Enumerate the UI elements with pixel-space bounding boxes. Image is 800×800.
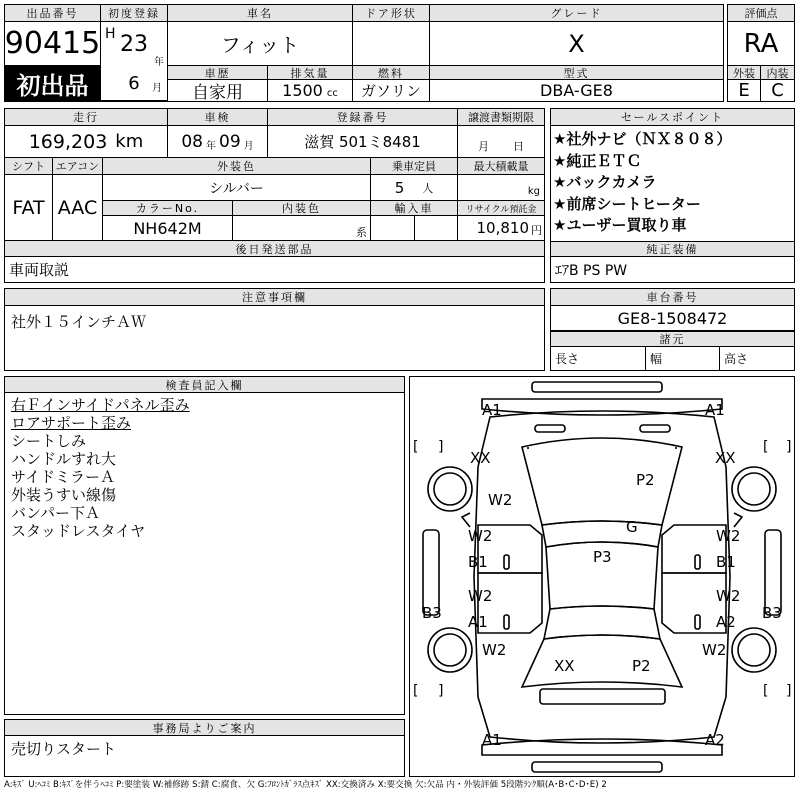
label-left-rear-quarter: W2 xyxy=(482,641,507,659)
office-block xyxy=(4,719,405,777)
bracket-left-top-close: ] xyxy=(438,439,444,455)
insp-month-unit: 月 xyxy=(243,141,254,152)
chassis-number: GE8-1508472 xyxy=(551,306,794,331)
car-name: フィット xyxy=(168,22,353,66)
sales-point-item: ★前席シートヒーター xyxy=(553,194,701,213)
height: 高さ xyxy=(724,352,749,366)
recycle-value: 10,810 xyxy=(476,219,529,237)
transfer xyxy=(458,126,544,158)
damage-legend: A:ｷｽﾞ U:ﾍｺﾐ B:ｷｽﾞを伴うﾍｺﾐ P:要塗装 W:補修跡 S:錆 C:腐食、欠 G:ﾌﾛﾝﾄｶﾞﾗｽ点ｷｽﾞ XX:交換済み X:要交換 欠:欠品 内・外装評価 5段階ﾗﾝｸ順(A･B･C･D･E) 2 xyxy=(4,780,607,790)
transfer-day-unit: 日 xyxy=(513,139,524,153)
plate: 滋賀 501ミ8481 xyxy=(268,126,458,158)
label-left-front-door-1: W2 xyxy=(468,527,493,545)
year: 23 xyxy=(120,31,148,57)
length: 長さ xyxy=(551,347,646,370)
displacement-value: 1500 xyxy=(282,81,323,100)
month-unit: 月 xyxy=(152,83,162,94)
int-color xyxy=(233,216,371,241)
recycle-unit: 円 xyxy=(531,224,542,237)
inspector-item: サイドミラーＡ xyxy=(11,468,115,486)
equipment: ｴｱB PS PW xyxy=(555,262,628,279)
capacity-unit: 人 xyxy=(422,181,434,195)
label-right-sill: B3 xyxy=(762,604,782,622)
inspector-item: バンパー下Ａ xyxy=(11,504,100,522)
sales-point-item: ★社外ナビ（ＮＸ８０８） xyxy=(553,130,732,148)
shift-label: シフト xyxy=(5,158,53,175)
car-diagram-block xyxy=(409,376,795,777)
displacement xyxy=(268,80,353,101)
sales-point-item: ★純正ＥＴＣ xyxy=(553,151,642,170)
insp-month: 09 xyxy=(219,131,241,152)
label-right-front-wheel: XX xyxy=(715,449,736,467)
label-right-front-door-1: W2 xyxy=(716,527,741,545)
fuel-label: 燃料 xyxy=(353,66,430,80)
label-left-rear-door-1: W2 xyxy=(468,587,493,605)
label-trunk: XX xyxy=(554,657,575,675)
inspector-item: シートしみ xyxy=(11,432,87,450)
model-label: 型式 xyxy=(430,66,723,80)
chassis-block xyxy=(550,288,795,371)
displacement-unit: cc xyxy=(326,87,338,99)
door-value xyxy=(353,22,430,66)
color-no-label: カラーNo. xyxy=(103,201,233,216)
office-label: 事務局よりご案内 xyxy=(5,720,404,736)
mileage xyxy=(5,126,168,158)
insp-year-unit: 年 xyxy=(206,141,216,152)
bracket-left-bottom: [ xyxy=(413,683,419,699)
inspection xyxy=(168,126,268,158)
label-rear-left: A1 xyxy=(482,731,502,749)
import-value xyxy=(371,216,415,241)
sales-point-item: ★バックカメラ xyxy=(553,173,657,192)
bracket-right-top-close: ] xyxy=(786,439,792,455)
label-right-rear-quarter: W2 xyxy=(702,641,727,659)
recycle-label: リサイクル預託金 xyxy=(458,201,544,216)
notes-text: 社外１５インチＡＷ xyxy=(11,313,147,331)
width: 幅 xyxy=(646,347,720,370)
door-label: ドア形状 xyxy=(353,5,430,22)
bracket-right-bottom: [ xyxy=(763,683,769,699)
inspector-item: スタッドレスタイヤ xyxy=(11,522,146,540)
chassis-label: 車台番号 xyxy=(551,289,794,306)
first-reg-year xyxy=(101,22,168,66)
label-bonnet: P2 xyxy=(636,471,655,489)
label-right-front-door-2: B1 xyxy=(716,553,736,571)
mileage-label: 走行 xyxy=(5,109,168,126)
vehicle-info-block xyxy=(4,108,545,283)
notes-block xyxy=(4,288,545,371)
insp-year: 08 xyxy=(181,131,203,152)
recycle xyxy=(458,216,544,241)
shift: FAT xyxy=(5,175,53,241)
exterior-label: 外装 xyxy=(728,66,761,80)
label-left-front-door-2: B1 xyxy=(468,553,488,571)
first-reg-label: 初度登録 xyxy=(101,5,168,22)
bracket-right-bottom-close: ] xyxy=(786,683,792,699)
int-color-label: 内装色 xyxy=(233,201,371,216)
interior-label: 内装 xyxy=(761,66,794,80)
sales-points-list xyxy=(553,129,731,237)
ac-label: エアコン xyxy=(53,158,103,175)
load xyxy=(458,175,544,201)
bracket-left-bottom-close: ] xyxy=(438,683,444,699)
load-unit: kg xyxy=(527,186,540,197)
era: H xyxy=(105,26,116,42)
label-left-front-wheel: XX xyxy=(470,449,491,467)
first-reg-month xyxy=(101,66,168,101)
inspector-item: ハンドルすれ大 xyxy=(11,450,117,468)
label-left-sill: B3 xyxy=(422,604,442,622)
inspector-item: 右Ｆインサイドパネル歪み xyxy=(11,396,190,414)
first-listing-badge: 初出品 xyxy=(5,66,101,101)
lot-no: 90415 xyxy=(5,22,101,66)
label-right-rear-door-2: A2 xyxy=(716,613,736,631)
grade: X xyxy=(430,22,723,66)
month: 6 xyxy=(128,72,140,94)
dims-label: 諸元 xyxy=(551,331,794,347)
load-label: 最大積載量 xyxy=(458,158,544,175)
displacement-label: 排気量 xyxy=(268,66,353,80)
plate-label: 登録番号 xyxy=(268,109,458,126)
capacity-label: 乗車定員 xyxy=(371,158,458,175)
ac: AAC xyxy=(53,175,103,241)
transfer-month-unit: 月 xyxy=(478,139,489,153)
office-text: 売切りスタート xyxy=(11,740,117,758)
capacity xyxy=(371,175,458,201)
interior-score: C xyxy=(771,80,784,101)
equipment-label: 純正装備 xyxy=(551,241,794,257)
exterior-score: E xyxy=(728,80,761,101)
bracket-right-top: [ xyxy=(763,439,769,455)
label-roof: G xyxy=(626,518,638,536)
import-value-2 xyxy=(415,216,458,241)
sales-points-label: セールスポイント xyxy=(551,109,794,126)
label-left-fender: W2 xyxy=(488,491,513,509)
color-label: 外装色 xyxy=(103,158,371,175)
label-rear-right: A2 xyxy=(705,731,725,749)
score: RA xyxy=(728,22,794,66)
year-unit: 年 xyxy=(154,57,164,66)
car-name-label: 車名 xyxy=(168,5,353,22)
sales-point-item: ★ユーザー買取り車 xyxy=(553,216,687,235)
inspector-block xyxy=(4,376,405,715)
car-diagram xyxy=(410,377,794,776)
later-parts-label: 後日発送部品 xyxy=(5,241,544,257)
mileage-unit: km xyxy=(115,131,144,152)
history-label: 車歴 xyxy=(168,66,268,80)
fuel: ガソリン xyxy=(353,80,430,101)
int-color-unit: 系 xyxy=(356,226,367,239)
bracket-left-top: [ xyxy=(413,439,419,455)
label-left-rear-door-2: A1 xyxy=(468,613,488,631)
inspector-item: 外装うすい線傷 xyxy=(11,486,117,504)
label-right-rear-door-1: W2 xyxy=(716,587,741,605)
inspector-list xyxy=(11,396,190,540)
label-trunk-2: P2 xyxy=(632,657,651,675)
label-front-left: A1 xyxy=(482,401,502,419)
capacity-value: 5 xyxy=(394,178,405,197)
inspection-label: 車検 xyxy=(168,109,268,126)
model: DBA-GE8 xyxy=(540,81,613,100)
inspector-item: ロアサポート歪み xyxy=(11,414,132,432)
sales-point-block xyxy=(550,108,795,283)
score-label: 評価点 xyxy=(728,5,794,22)
label-cabin: P3 xyxy=(593,548,612,566)
transfer-label: 譲渡書類期限 xyxy=(458,109,544,126)
score-block xyxy=(727,4,795,102)
header-block xyxy=(4,4,724,102)
color-no: NH642M xyxy=(103,216,233,241)
history: 自家用 xyxy=(168,80,268,101)
lot-no-label: 出品番号 xyxy=(5,5,101,22)
inspector-label: 検査員記入欄 xyxy=(5,377,404,393)
label-front-right: A1 xyxy=(705,401,725,419)
import-label: 輸入車 xyxy=(371,201,458,216)
notes-label: 注意事項欄 xyxy=(5,289,544,306)
mileage-value: 169,203 xyxy=(28,130,108,153)
color: シルバー xyxy=(103,175,371,201)
later-parts: 車両取説 xyxy=(9,261,70,279)
grade-label: グレード xyxy=(430,5,723,22)
